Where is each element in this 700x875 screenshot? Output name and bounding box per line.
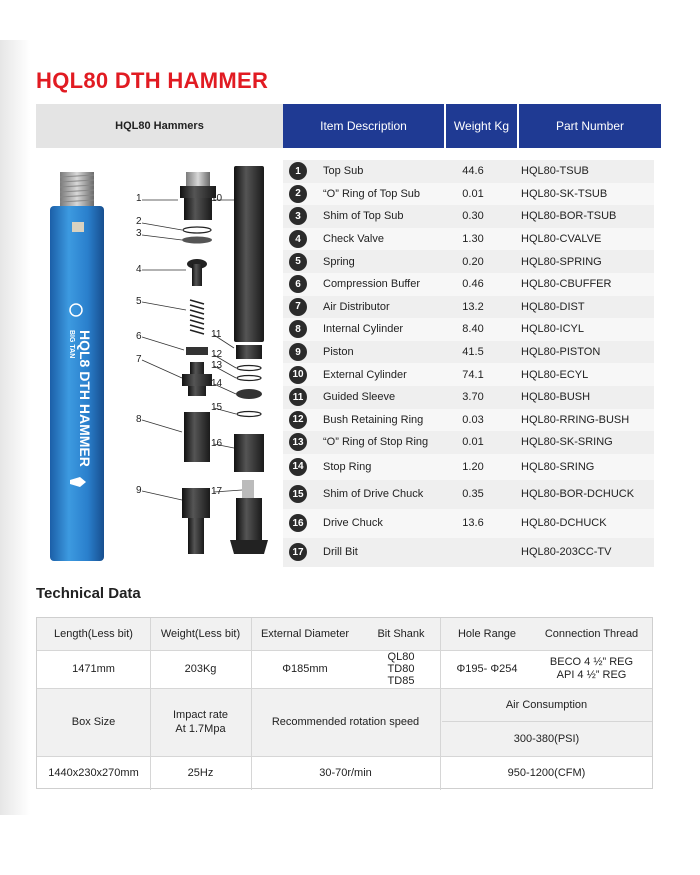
part-9-piston (182, 488, 210, 554)
row-number-badge: 8 (289, 320, 307, 338)
item-weight: 13.2 (462, 300, 484, 313)
td-external-diameter: Φ185mm (282, 663, 328, 675)
page-title: HQL80 DTH HAMMER (36, 68, 269, 93)
bit-shank-value: TD85 (387, 675, 415, 687)
item-description: Shim of Drive Chuck (323, 488, 424, 501)
table-row (283, 363, 654, 386)
item-weight: 3.70 (462, 391, 484, 404)
part-2-o-ring (183, 227, 211, 233)
thread-value: BECO 4 ½” REG (549, 656, 634, 668)
table-row (283, 454, 654, 480)
td-air-psi: 300-380(PSI) (513, 733, 580, 745)
item-description: “O” Ring of Top Sub (323, 187, 421, 200)
part-5-spring (190, 300, 204, 334)
item-weight: 74.1 (462, 368, 484, 381)
td-connection-thread (531, 650, 652, 688)
hammer-illustration (36, 150, 283, 570)
item-description: External Cylinder (323, 368, 407, 381)
item-weight: 41.5 (462, 346, 484, 359)
hammer-body (50, 206, 104, 561)
row-number-badge: 17 (289, 543, 307, 561)
row-number-badge: 11 (289, 388, 307, 406)
table-row (283, 509, 654, 538)
item-description: Air Distributor (323, 300, 390, 313)
row-number-badge: 3 (289, 207, 307, 225)
row-number-badge: 15 (289, 485, 307, 503)
item-part-number: HQL80-BUSH (521, 391, 591, 404)
item-part-number: HQL80-DCHUCK (521, 517, 607, 530)
item-description: Drill Bit (323, 546, 358, 559)
item-description-header: Item Description (283, 104, 444, 148)
part-label-16: 16 (211, 438, 223, 449)
part-12-ring (237, 366, 261, 371)
td-bit-shank (359, 650, 443, 688)
row-number-badge: 1 (289, 162, 307, 180)
table-row (283, 205, 654, 228)
part-label-7: 7 (136, 354, 142, 365)
table-row (283, 409, 654, 432)
part-15-shim (237, 412, 261, 417)
item-weight: 0.01 (462, 436, 484, 449)
item-weight: 0.35 (462, 488, 484, 501)
impact-rate-line: Impact rate (172, 709, 229, 721)
bit-shank-value: QL80 (387, 651, 415, 663)
technical-data-table (36, 617, 653, 789)
exploded-view-drawing (36, 150, 283, 570)
th-impact-rate (150, 688, 251, 756)
th-rotation-speed: Recommended rotation speed (271, 716, 420, 728)
item-part-number: HQL80-PISTON (521, 346, 601, 359)
technical-data-title: Technical Data (36, 585, 141, 602)
bit-shank-value: TD80 (387, 663, 415, 675)
item-part-number: HQL80-SRING (521, 460, 595, 473)
part-label-3: 3 (136, 228, 142, 239)
th-external-diameter: External Diameter (260, 628, 350, 640)
item-weight: 1.30 (462, 233, 484, 246)
item-part-number: HQL80-SK-SRING (521, 436, 613, 449)
th-hole-range: Hole Range (457, 628, 517, 640)
table-row (283, 431, 654, 454)
part-4-check-valve (187, 259, 207, 286)
part-label-11: 11 (211, 329, 222, 340)
td-impact-rate: 25Hz (187, 767, 214, 779)
part-label-15: 15 (211, 402, 223, 413)
part-label-13: 13 (211, 360, 223, 371)
td-length: 1471mm (72, 663, 115, 675)
item-part-number: HQL80-ICYL (521, 323, 584, 336)
thread-value: API 4 ½” REG (556, 669, 627, 681)
part-label-10: 10 (211, 193, 223, 204)
item-description: Spring (323, 255, 355, 268)
item-part-number: HQL80-ECYL (521, 368, 589, 381)
item-description: Top Sub (323, 165, 364, 178)
th-connection-thread: Connection Thread (544, 628, 639, 640)
item-part-number: HQL80-203CC-TV (521, 546, 612, 559)
th-length: Length(Less bit) (54, 628, 133, 640)
part-11-guided-sleeve (236, 345, 262, 359)
table-row (283, 183, 654, 206)
part-label-4: 4 (136, 264, 142, 275)
hammers-header: HQL80 Hammers (36, 104, 283, 148)
part-label-12: 12 (211, 349, 223, 360)
row-number-badge: 7 (289, 298, 307, 316)
td-air-cfm: 950-1200(CFM) (507, 767, 586, 779)
item-part-number: HQL80-RRING-BUSH (521, 413, 630, 426)
row-number-badge: 4 (289, 230, 307, 248)
item-weight: 0.20 (462, 255, 484, 268)
item-description: Compression Buffer (323, 278, 421, 291)
table-row (283, 160, 654, 183)
brand-text: BIG TAN (68, 330, 75, 359)
item-weight: 13.6 (462, 517, 484, 530)
table-row (283, 250, 654, 273)
table-row (283, 273, 654, 296)
item-weight: 0.03 (462, 413, 484, 426)
item-description: Shim of Top Sub (323, 210, 404, 223)
part-17-drill-bit (230, 480, 268, 554)
table-row (283, 228, 654, 251)
part-14-stop-ring (236, 389, 262, 399)
item-description: Guided Sleeve (323, 391, 396, 404)
part-3-shim (182, 237, 212, 244)
part-label-5: 5 (136, 296, 142, 307)
row-number-badge: 5 (289, 253, 307, 271)
impact-rate-line: At 1.7Mpa (175, 723, 226, 735)
parts-table (283, 160, 654, 567)
td-weight: 203Kg (184, 663, 217, 675)
table-row (283, 296, 654, 319)
row-number-badge: 14 (289, 458, 307, 476)
item-part-number: HQL80-BOR-DCHUCK (521, 488, 635, 501)
row-number-badge: 9 (289, 343, 307, 361)
row-number-badge: 16 (289, 514, 307, 532)
row-number-badge: 6 (289, 275, 307, 293)
item-part-number: HQL80-TSUB (521, 165, 589, 178)
item-part-number: HQL80-DIST (521, 300, 585, 313)
part-7-air-distributor (182, 362, 212, 396)
part-label-17: 17 (211, 486, 223, 497)
part-16-drive-chuck (234, 434, 264, 472)
page-edge-shade (0, 40, 30, 815)
part-13-ring (237, 376, 261, 381)
table-row (283, 341, 654, 364)
item-description: Internal Cylinder (323, 323, 404, 336)
row-number-badge: 13 (289, 433, 307, 451)
item-weight: 44.6 (462, 165, 484, 178)
item-description: Bush Retaining Ring (323, 413, 424, 426)
part-label-9: 9 (136, 485, 142, 496)
item-part-number: HQL80-SK-TSUB (521, 187, 608, 200)
table-row (283, 386, 654, 409)
part-label-14: 14 (211, 378, 223, 389)
item-weight: 0.46 (462, 278, 484, 291)
row-number-badge: 2 (289, 185, 307, 203)
item-weight: 8.40 (462, 323, 484, 336)
item-part-number: HQL80-BOR-TSUB (521, 210, 617, 223)
part-number-header: Part Number (519, 104, 661, 148)
td-box-size: 1440x230x270mm (48, 767, 139, 779)
th-bit-shank: Bit Shank (377, 628, 425, 640)
item-description: Check Valve (323, 233, 384, 246)
hammer-label-tag (72, 222, 84, 232)
item-description: Stop Ring (323, 460, 372, 473)
item-part-number: HQL80-SPRING (521, 255, 602, 268)
part-label-8: 8 (136, 414, 142, 425)
item-weight: 0.30 (462, 210, 484, 223)
td-hole-range: Φ195- Φ254 (456, 663, 518, 675)
item-weight: 0.01 (462, 187, 484, 200)
item-part-number: HQL80-CVALVE (521, 233, 602, 246)
th-air-consumption: Air Consumption (505, 698, 588, 711)
item-description: Drive Chuck (323, 517, 383, 530)
th-box-size: Box Size (71, 716, 116, 728)
part-8-internal-cylinder (184, 412, 210, 462)
hammer-body-text: HQL8 DTH HAMMER (77, 330, 93, 467)
td-rotation-speed: 30-70r/min (319, 767, 372, 779)
table-row (283, 318, 654, 341)
item-weight: 1.20 (462, 460, 484, 473)
item-description: “O” Ring of Stop Ring (323, 436, 429, 449)
weight-header: Weight Kg (446, 104, 517, 148)
part-label-2: 2 (136, 216, 142, 227)
row-number-badge: 10 (289, 366, 307, 384)
row-number-badge: 12 (289, 411, 307, 429)
part-label-6: 6 (136, 331, 142, 342)
part-10-external-cylinder (234, 166, 264, 342)
assembled-hammer (50, 172, 104, 561)
th-weight: Weight(Less bit) (160, 628, 241, 640)
item-description: Piston (323, 346, 354, 359)
table-row (283, 538, 654, 567)
table-row (283, 480, 654, 509)
item-part-number: HQL80-CBUFFER (521, 278, 612, 291)
part-label-1: 1 (136, 193, 142, 204)
part-6-buffer (186, 347, 208, 355)
